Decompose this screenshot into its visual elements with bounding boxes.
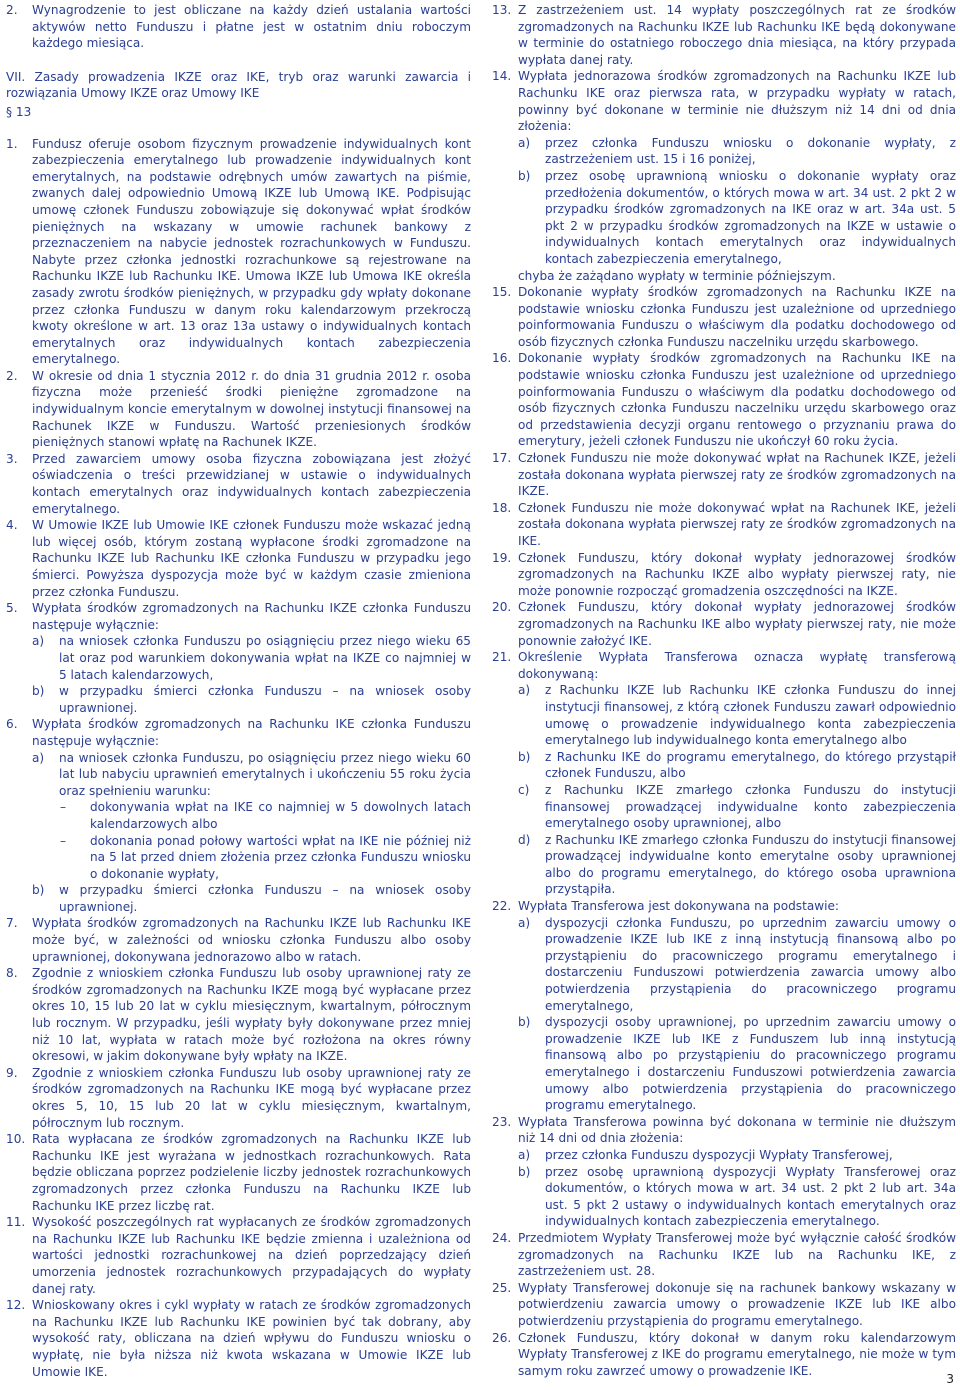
item-spacer <box>492 782 518 832</box>
page-number: 3 <box>946 1372 954 1387</box>
item-spacer <box>492 1164 518 1230</box>
item-number: 24. <box>492 1230 512 1245</box>
left-column <box>6 2 471 1380</box>
item-spacer <box>492 168 518 268</box>
numbered-item <box>6 517 471 600</box>
dash-subitem <box>6 833 471 883</box>
subitem-letter: b) <box>518 749 531 764</box>
item-spacer <box>492 1014 518 1114</box>
continuation-text: chyba że zażądano wypłaty w terminie późniejszym. <box>518 268 836 283</box>
dash-text: dokonywania wpłat na IKE co najmniej w 5 dowolnych latach kalendarzowych albo <box>90 800 471 831</box>
item-text: Wypłata Transferowa powinna być dokonana w terminie nie dłuższym niż 14 dni od dnia złożenia: <box>518 1114 956 1146</box>
lettered-subitem <box>492 832 956 898</box>
numbered-item <box>6 1214 471 1297</box>
subitem-text: dyspozycji członka Funduszu, po uprzednim zawarciu umowy o prowadzenie IKZE lub IKE z inną instytucją finansową albo po przystąpieniu do pracowniczego programu emerytalnego i dostarczeniu Funduszowi potwierdzenia zawarcia umowy albo potwierdzenia przystąpienia do pracowniczego programu emerytalnego, <box>545 915 956 1013</box>
numbered-item <box>492 550 956 600</box>
item-number: 14. <box>492 69 512 84</box>
lettered-subitem <box>6 882 471 915</box>
item-text: Określenie Wypłata Transferowa oznacza wypłatę transferową dokonywaną: <box>518 650 956 681</box>
item-number: 26. <box>492 1330 512 1345</box>
item-spacer <box>6 833 32 883</box>
item-text: Rata wypłacana ze środków zgromadzonych na Rachunku IKZE lub Rachunku IKE jest wyrażana w jednostkach rozrachunkowych. Rata będzie obliczana poprzez podzielenie liczby jednostek rozrachunkowych zgromadzonych przez członka Funduszu na Rachunku IKZE lub Rachunku IKE przez liczbę rat. <box>32 1132 471 1213</box>
subitem-body <box>518 782 956 832</box>
subitem-letter: a) <box>518 1147 531 1162</box>
numbered-item <box>492 649 956 682</box>
item-text: Przedmiotem Wypłaty Transferowej może być wyłącznie całość środków zgromadzonych na Rachunku IKZE lub na Rachunku IKE, z zastrzeżeniem ust. 28. <box>518 1230 956 1279</box>
lettered-subitem <box>492 1147 956 1164</box>
subitem-body <box>518 749 956 782</box>
item-number: 22. <box>492 899 512 914</box>
lettered-subitem <box>492 1164 956 1230</box>
item-spacer <box>492 832 518 898</box>
numbered-item <box>492 898 956 915</box>
item-number: 25. <box>492 1280 512 1295</box>
item-text: Wypłata Transferowa jest dokonywana na podstawie: <box>518 899 840 914</box>
subitem-text: przez osobę uprawnioną dyspozycji Wypłaty Transferowej oraz dokumentów, o których mowa w art. 34 ust. 2 pkt 2 lub art. 34a ust. 5 pkt 2 ustawy o indywidualnych kontach emerytalnych oraz indywidualnych kontach zabezpieczenia emerytalnego. <box>545 1164 956 1229</box>
item-number: 1. <box>6 136 18 151</box>
subitem-text: z Rachunku IKZE zmarłego członka Funduszu do instytucji finansowej prowadzącej indywidualne konto zabezpieczenia emerytalnego osoby uprawnionej, albo <box>545 782 956 831</box>
numbered-item <box>6 136 471 368</box>
subitem-letter: c) <box>518 782 530 797</box>
numbered-item <box>492 350 956 450</box>
item-spacer <box>492 1147 518 1164</box>
dash-marker: – <box>60 800 67 815</box>
lettered-subitem <box>6 683 471 716</box>
item-spacer <box>492 682 518 748</box>
item-number: 2. <box>6 3 18 17</box>
subitem-body <box>32 683 471 716</box>
item-spacer <box>6 633 32 683</box>
subitem-body <box>518 1147 956 1164</box>
dash-body <box>32 799 471 832</box>
subitem-body <box>32 882 471 915</box>
item-text: Wypłata środków zgromadzonych na Rachunku IKE członka Funduszu następuje wyłącznie: <box>32 717 471 748</box>
item-text: Wypłata jednorazowa środków zgromadzonych na Rachunku IKZE lub Rachunku IKE oraz pierwsza rata, w przypadku wypłaty w ratach, powinny być dokonane w terminie nie dłuższym niż 14 dni od dnia złożenia: <box>518 69 956 134</box>
subitem-letter: b) <box>32 684 45 699</box>
numbered-item <box>492 1330 956 1380</box>
subitem-body <box>518 832 956 898</box>
dash-body <box>32 833 471 883</box>
numbered-item <box>492 1114 956 1147</box>
item-text: Członek Funduszu, który dokonał wypłaty jednorazowej środków zgromadzonych na Rachunku IKE albo wypłaty pierwszej raty, nie może ponownie założyć IKE. <box>518 600 956 648</box>
item-text: Fundusz oferuje osobom fizycznym prowadzenie indywidualnych kont zabezpieczenia emerytalnego lub prowadzenie indywidualnych kont emerytalnych, na podstawie odrębnych umów zawartych na piśmie, zwanych dalej odpowiednio Umową IKZE lub Umową IKE. Podpisując umowę członek Funduszu zobowiązuje się dokonywać wpłat środków pieniężnych na wskazany w umowie rachunek bankowy z przeznaczeniem na nabycie jednostek rozrachunkowych w Funduszu. Nabyte przez członka jednostki rozrachunkowe są rejestrowane na Rachunku IKZE lub Rachunku IKE. Umowa IKZE lub Umowa IKE określa zasady zwrotu środków pieniężnych, w przypadku gdy wpłaty dokonane przez członka Funduszu w danym roku kalendarzowym przekroczą kwoty określone w art. 13 oraz 13a ustawy o indywidualnych kontach emerytalnych oraz indywidualnych kontach zabezpieczenia emerytalnego. <box>32 136 471 367</box>
numbered-item <box>6 1065 471 1131</box>
item-spacer <box>6 750 32 800</box>
lettered-subitem <box>6 633 471 683</box>
subitem-text: na wniosek członka Funduszu po osiągnięciu przez niego wieku 65 lat oraz pod warunkiem dokonywania wpłat na IKZE co najmniej w 5 latach kalendarzowych, <box>59 634 471 682</box>
item-text: Członek Funduszu, który dokonał w danym roku kalendarzowym Wypłaty Transferowej z IKE do programu emerytalnego, nie może w tym samym roku zawrzeć umowy o prowadzenie IKE. <box>518 1330 956 1378</box>
intro-item <box>6 2 471 52</box>
subitem-letter: b) <box>518 168 531 183</box>
item-spacer <box>492 915 518 1015</box>
item-text: Wypłata środków zgromadzonych na Rachunku IKZE lub Rachunku IKE może być, w zależności od wniosku członka Funduszu albo osoby uprawnionej, dokonywana jednorazowo albo w ratach. <box>32 916 471 964</box>
item-text: Wnioskowany okres i cykl wypłaty w ratach ze środków zgromadzonych na Rachunku IKZE lub Rachunku IKE powinien być tak dobrany, aby wysokość raty, obliczana na dzień wpływu do Funduszu wniosku o wypłatę, nie była niższa niż kwota wskazana w Umowie IKZE lub Umowie IKE. <box>32 1298 471 1379</box>
item-number: 10. <box>6 1132 26 1147</box>
item-text: Zgodnie z wnioskiem członka Funduszu lub osoby uprawnionej raty ze środków zgromadzonych na Rachunku IKE mogą być wypłacane przez okres 5, 10, 15 lub 20 lat w cyklu miesięcznym, kwartalnym, półrocznym lub rocznym. <box>32 1065 471 1130</box>
item-text: Wynagrodzenie to jest obliczane na każdy dzień ustalania wartości aktywów netto Funduszu i płatne jest w ostatnim dniu roboczym każdego miesiąca. <box>32 3 471 51</box>
item-number: 7. <box>6 916 18 931</box>
numbered-item <box>492 284 956 350</box>
numbered-item <box>6 915 471 965</box>
numbered-item <box>6 1297 471 1380</box>
numbered-item <box>492 599 956 649</box>
subitem-body <box>518 915 956 1015</box>
numbered-item <box>6 965 471 1065</box>
item-number: 15. <box>492 285 512 300</box>
numbered-item <box>492 1280 956 1330</box>
item-text: Dokonanie wypłaty środków zgromadzonych na Rachunku IKE na podstawie wniosku członka Funduszu jest uzależnione od uprzedniego poinformowania Funduszu o właściwym dla podatku dochodowego od osób fizycznych członka Funduszu naczelniku urzędu skarbowego oraz od przedstawienia decyzji organu rentowego o przyznaniu prawa do emerytury, jeżeli członek Funduszu nie ukończył 60 roku życia. <box>518 351 956 449</box>
subitem-letter: b) <box>518 1015 531 1030</box>
numbered-item <box>492 500 956 550</box>
numbered-item <box>492 1230 956 1280</box>
paragraph-sign: § 13 <box>6 104 32 119</box>
subitem-letter: a) <box>32 750 45 765</box>
item-text: Członek Funduszu, który dokonał wypłaty jednorazowej środków zgromadzonych na Rachunku IKZE albo wypłaty pierwszej raty, nie może ponownie rozpocząć gromadzenia oszczędności na IKZE. <box>518 550 956 598</box>
subitem-text: w przypadku śmierci członka Funduszu – na wniosek osoby uprawnionej. <box>59 684 471 715</box>
item-spacer <box>6 683 32 716</box>
item-number: 21. <box>492 650 512 665</box>
numbered-item <box>492 2 956 68</box>
item-number: 12. <box>6 1298 26 1313</box>
item-number: 20. <box>492 600 512 615</box>
item-number: 16. <box>492 351 512 366</box>
subitem-letter: a) <box>32 634 45 649</box>
left-items-list <box>6 136 471 1381</box>
item-text: Członek Funduszu nie może dokonywać wpłat na Rachunek IKE, jeżeli została dokonana wypłata pierwszej raty ze środków zgromadzonych na IKE. <box>518 500 956 548</box>
item-text: W Umowie IKZE lub Umowie IKE członek Funduszu może wskazać jedną lub więcej osób, którym zostaną wypłacone środki zgromadzone na Rachunku IKZE lub Rachunku IKE członka Funduszu w przypadku jego śmierci. Powyższa dyspozycja może być w każdym czasie zmieniona przez członka Funduszu. <box>32 518 471 599</box>
item-spacer <box>6 799 32 832</box>
subitem-letter: d) <box>518 832 531 847</box>
lettered-subitem <box>492 1014 956 1114</box>
subitem-letter: b) <box>32 883 45 898</box>
subitem-text: z Rachunku IKE zmarłego członka Funduszu do instytucji finansowej prowadzącej indywidualne konto emerytalne osoby uprawnionej albo do programu emerytalnego, do którego osoba uprawniona przystąpiła. <box>545 832 956 897</box>
item-text: Przed zawarciem umowy osoba fizyczna zobowiązana jest złożyć oświadczenia o treści przewidzianej w ustawie o indywidualnych kontach emerytalnych oraz indywidualnych kontach zabezpieczenia emerytalnego. <box>32 451 471 516</box>
lettered-subitem <box>492 682 956 748</box>
subitem-body <box>518 135 956 168</box>
item-number: 3. <box>6 451 18 466</box>
item-number: 9. <box>6 1065 18 1080</box>
subitem-text: w przypadku śmierci członka Funduszu – na wniosek osoby uprawnionej. <box>59 883 471 914</box>
subitem-text: przez członka Funduszu wniosku o dokonanie wypłaty, z zastrzeżeniem ust. 15 i 16 poniżej, <box>545 135 956 167</box>
subitem-text: przez osobę uprawnioną wniosku o dokonanie wypłaty oraz przedłożenia dokumentów, o których mowa w art. 34 ust. 2 pkt 2 w przypadku środków zgromadzonych na IKE oraz w art. 34a ust. 5 pkt 2 w przypadku środków zgromadzonych na IKZE w ustawie o indywidualnych kontach emerytalnych oraz indywidualnych kontach zabezpieczenia emerytalnego, <box>545 168 956 266</box>
item-number: 8. <box>6 966 18 981</box>
item-number: 18. <box>492 500 512 515</box>
dash-subitem <box>6 799 471 832</box>
lettered-subitem <box>492 749 956 782</box>
item-number: 23. <box>492 1114 512 1129</box>
item-text: Dokonanie wypłaty środków zgromadzonych na Rachunku IKZE na podstawie wniosku członka Funduszu jest uzależnione od uprzedniego poinformowania Funduszu o właściwym dla podatku dochodowego od osób fizycznych członka Funduszu naczelniku urzędu skarbowego. <box>518 285 956 349</box>
item-spacer <box>6 882 32 915</box>
subitem-body <box>518 682 956 748</box>
numbered-item <box>492 450 956 500</box>
item-text: Wypłata środków zgromadzonych na Rachunku IKZE członka Funduszu następuje wyłącznie: <box>32 601 471 632</box>
item-number: 17. <box>492 451 512 466</box>
item-number: 4. <box>6 518 18 533</box>
item-number: 2. <box>6 368 18 383</box>
numbered-item <box>6 368 471 451</box>
numbered-item <box>492 68 956 134</box>
item-number: 5. <box>6 601 18 616</box>
subitem-body <box>518 168 956 268</box>
right-column <box>492 2 956 1379</box>
subitem-letter: b) <box>518 1164 531 1179</box>
subitem-letter: a) <box>518 915 531 930</box>
lettered-subitem <box>6 750 471 800</box>
subitem-body <box>32 633 471 683</box>
subitem-letter: a) <box>518 683 531 698</box>
right-items-list <box>492 2 956 1379</box>
item-text: Członek Funduszu nie może dokonywać wpłat na Rachunek IKZE, jeżeli została dokonana wypłata pierwszej raty ze środków zgromadzonych na IKZE. <box>518 451 956 499</box>
subitem-text: z Rachunku IKE do programu emerytalnego, do którego przystąpił członek Funduszu, albo <box>545 749 956 781</box>
item-number: 19. <box>492 550 512 565</box>
subitem-letter: a) <box>518 135 531 150</box>
item-number: 6. <box>6 717 18 732</box>
subitem-body <box>32 750 471 800</box>
item-spacer <box>492 135 518 168</box>
subitem-text: przez członka Funduszu dyspozycji Wypłaty Transferowej, <box>545 1147 893 1162</box>
dash-marker: – <box>60 833 67 848</box>
dash-text: dokonania ponad połowy wartości wpłat na IKE nie później niż na 5 lat przed dniem złożenia przez członka Funduszu wniosku o dokonanie wypłaty, <box>90 833 471 881</box>
item-number: 13. <box>492 3 512 17</box>
item-text: W okresie od dnia 1 stycznia 2012 r. do dnia 31 grudnia 2012 r. osoba fizyczna może przenieść środki pieniężne zgromadzone na indywidualnym koncie emerytalnym w dowolnej instytucji finansowej na Rachunek IKZE w Funduszu. Wartość przeniesionych środków pieniężnych stanowi wpłatę na Rachunek IKZE. <box>32 368 471 450</box>
item-text: Wypłaty Transferowej dokonuje się na rachunek bankowy wskazany w potwierdzeniu zawarcia umowy o prowadzenie IKZE lub IKE albo potwierdzeniu przystąpienia do programu emerytalnego. <box>518 1280 956 1328</box>
subitem-body <box>518 1164 956 1230</box>
numbered-item <box>6 600 471 633</box>
subitem-text: z Rachunku IKZE lub Rachunku IKE członka Funduszu do innej instytucji finansowej, z którą członek Funduszu zawarł odpowiednio umowę o prowadzenie indywidualnego konta zabezpieczenia emerytalnego lub indywidualnego konta emerytalnego albo <box>545 683 956 748</box>
item-text: Z zastrzeżeniem ust. 14 wypłaty poszczególnych rat ze środków zgromadzonych na Rachunku IKZE lub Rachunku IKE będą dokonywane w terminie do ostatniego roboczego dnia miesiąca, na który przypada wypłata danej raty. <box>518 3 956 67</box>
subitem-body <box>518 1014 956 1114</box>
item-spacer <box>492 749 518 782</box>
lettered-subitem <box>492 782 956 832</box>
item-text: Wysokość poszczególnych rat wypłacanych ze środków zgromadzonych na Rachunku IKZE lub Rachunku IKE będzie zmienna i uzależniona od wartości jednostki rozrachunkowej na dzień poprzedzający dzień umorzenia jednostek rozrachunkowych przypadających do wypłaty danej raty. <box>32 1215 471 1296</box>
subitem-text: dyspozycji osoby uprawnionej, po uprzednim zawarciu umowy o prowadzenie IKZE lub IKE z Funduszem lub inną instytucją finansową albo po przystąpieniu do pracowniczego programu emerytalnego i dostarczeniu Funduszowi potwierdzenia zawarcia umowy albo potwierdzenia przystąpienia do pracowniczego programu emerytalnego. <box>545 1015 956 1113</box>
numbered-item <box>6 716 471 749</box>
lettered-subitem <box>492 135 956 168</box>
lettered-subitem <box>492 915 956 1015</box>
lettered-subitem <box>492 168 956 268</box>
item-text: Zgodnie z wnioskiem członka Funduszu lub osoby uprawnionej raty ze środków zgromadzonych na Rachunku IKZE mogą być wypłacane przez okres 10, 15 lub 20 lat w cyklu miesięcznym, kwartalnym, półrocznym lub rocznym. W przypadku, jeśli wypłaty były dokonywane przez mniej niż 10 lat, wypłata w ratach może być rozłożona na okres równy okresowi, w jakim dokonywane były wpłaty na IKZE. <box>32 966 471 1064</box>
numbered-item <box>6 1131 471 1214</box>
subitem-text: na wniosek członka Funduszu, po osiągnięciu przez niego wieku 60 lat lub nabyciu uprawnień emerytalnych i ukończeniu 55 roku życia oraz spełnieniu warunku: <box>59 750 471 798</box>
numbered-item <box>6 451 471 517</box>
section-heading: VII. Zasady prowadzenia IKZE oraz IKE, tryb oraz warunki zawarcia i rozwiązania Umowy IKZE oraz Umowy IKE <box>6 69 471 101</box>
item-number: 11. <box>6 1215 26 1230</box>
